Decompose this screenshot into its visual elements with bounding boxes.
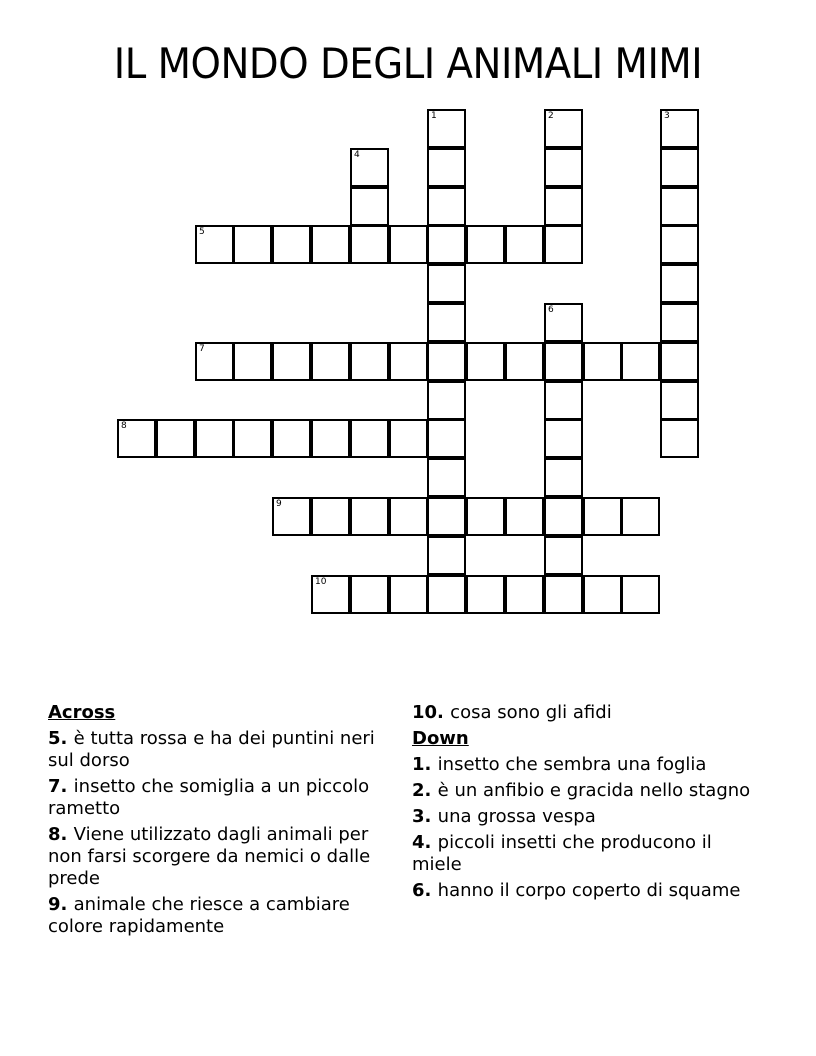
down-clue-3 (412, 806, 762, 828)
grid-cell[interactable] (195, 419, 234, 458)
grid-cell[interactable] (544, 148, 583, 187)
grid-cell[interactable] (660, 264, 699, 303)
grid-cell[interactable] (466, 342, 505, 381)
across-clue-10 (412, 702, 762, 724)
grid-cell[interactable] (311, 419, 350, 458)
grid-cell[interactable] (621, 575, 660, 614)
grid-cell[interactable] (660, 187, 699, 226)
clue-text: insetto che sembra una foglia (437, 754, 707, 775)
clue-number: 9. (48, 894, 68, 915)
grid-cell[interactable] (350, 342, 389, 381)
across-clue-9 (48, 894, 398, 938)
down-clue-6 (412, 880, 762, 902)
cell-number: 2 (548, 111, 554, 121)
clue-number: 3. (412, 806, 432, 827)
clue-text: Viene utilizzato dagli animali per non farsi scorgere da nemici o dalle prede (48, 824, 371, 889)
cell-number: 6 (548, 305, 554, 315)
grid-cell[interactable] (427, 264, 466, 303)
down-clue-1 (412, 754, 762, 776)
cell-number: 8 (121, 421, 127, 431)
grid-cell[interactable] (195, 225, 234, 264)
grid-cell[interactable] (350, 187, 389, 226)
grid-cell[interactable] (427, 109, 466, 148)
clue-number: 7. (48, 776, 68, 797)
grid-cell[interactable] (427, 148, 466, 187)
grid-cell[interactable] (311, 497, 350, 536)
grid-cell[interactable] (544, 458, 583, 497)
grid-cell[interactable] (350, 225, 389, 264)
grid-cell[interactable] (311, 342, 350, 381)
grid-cell[interactable] (544, 419, 583, 458)
grid-cell[interactable] (350, 148, 389, 187)
clue-text: cosa sono gli afidi (450, 702, 612, 723)
cell-number: 5 (199, 227, 205, 237)
grid-cell[interactable] (272, 342, 311, 381)
cell-number: 3 (664, 111, 670, 121)
down-clue-2 (412, 780, 762, 802)
grid-cell[interactable] (427, 497, 466, 536)
grid-cell[interactable] (156, 419, 195, 458)
grid-cell[interactable] (117, 419, 156, 458)
cell-number: 10 (315, 577, 327, 587)
clues-column-right (412, 702, 762, 906)
grid-cell[interactable] (544, 225, 583, 264)
grid-cell[interactable] (660, 303, 699, 342)
grid-cell[interactable] (660, 148, 699, 187)
clue-number: 8. (48, 824, 68, 845)
down-header: Down (412, 728, 469, 749)
grid-cell[interactable] (427, 187, 466, 226)
across-header: Across (48, 702, 116, 723)
grid-cell[interactable] (272, 225, 311, 264)
grid-cell[interactable] (311, 225, 350, 264)
clue-number: 10. (412, 702, 444, 723)
clue-text: una grossa vespa (437, 806, 596, 827)
clue-number: 1. (412, 754, 432, 775)
grid-cell[interactable] (660, 342, 699, 381)
grid-cell[interactable] (544, 109, 583, 148)
grid-cell[interactable] (466, 225, 505, 264)
clues-column-left (48, 702, 398, 942)
grid-cell[interactable] (427, 303, 466, 342)
grid-cell[interactable] (233, 342, 272, 381)
clue-text: animale che riesce a cambiare colore rapidamente (48, 894, 350, 937)
grid-cell[interactable] (621, 497, 660, 536)
clue-number: 4. (412, 832, 432, 853)
grid-cell[interactable] (583, 575, 622, 614)
clue-number: 6. (412, 880, 432, 901)
grid-cell[interactable] (505, 342, 544, 381)
grid-cell[interactable] (195, 342, 234, 381)
grid-cell[interactable] (466, 497, 505, 536)
grid-cell[interactable] (311, 575, 350, 614)
grid-cell[interactable] (389, 225, 428, 264)
grid-cell[interactable] (427, 342, 466, 381)
grid-cell[interactable] (272, 497, 311, 536)
clue-text: è un anfibio e gracida nello stagno (437, 780, 751, 801)
grid-cell[interactable] (427, 536, 466, 575)
clue-text: insetto che somiglia a un piccolo rametto (48, 776, 370, 819)
grid-cell[interactable] (660, 381, 699, 420)
grid-cell[interactable] (660, 109, 699, 148)
grid-cell[interactable] (505, 575, 544, 614)
grid-cell[interactable] (389, 419, 428, 458)
clue-number: 2. (412, 780, 432, 801)
grid-cell[interactable] (350, 497, 389, 536)
across-clue-7 (48, 776, 398, 820)
grid-cell[interactable] (660, 419, 699, 458)
clue-text: hanno il corpo coperto di squame (437, 880, 741, 901)
cell-number: 9 (276, 499, 282, 509)
grid-cell[interactable] (389, 575, 428, 614)
clue-text: è tutta rossa e ha dei puntini neri sul dorso (48, 728, 375, 771)
across-clue-8 (48, 824, 398, 890)
grid-cell[interactable] (272, 419, 311, 458)
cell-number: 7 (199, 344, 205, 354)
grid-cell[interactable] (544, 575, 583, 614)
grid-cell[interactable] (427, 381, 466, 420)
grid-cell[interactable] (544, 381, 583, 420)
cell-number: 4 (354, 150, 360, 160)
grid-cell[interactable] (233, 225, 272, 264)
clue-text: piccoli insetti che producono il miele (412, 832, 712, 875)
grid-cell[interactable] (583, 342, 622, 381)
grid-cell[interactable] (583, 497, 622, 536)
down-clue-4 (412, 832, 762, 876)
grid-cell[interactable] (505, 497, 544, 536)
puzzle-title: IL MONDO DEGLI ANIMALI MIMI (113, 39, 703, 88)
grid-cell[interactable] (427, 575, 466, 614)
across-clue-5 (48, 728, 398, 772)
grid-cell[interactable] (427, 225, 466, 264)
grid-cell[interactable] (621, 342, 660, 381)
cell-number: 1 (431, 111, 437, 121)
grid-cell[interactable] (350, 575, 389, 614)
grid-cell[interactable] (544, 536, 583, 575)
grid-cell[interactable] (389, 497, 428, 536)
grid-cell[interactable] (544, 303, 583, 342)
clue-number: 5. (48, 728, 68, 749)
grid-cell[interactable] (544, 497, 583, 536)
grid-cell[interactable] (389, 342, 428, 381)
grid-cell[interactable] (544, 187, 583, 226)
grid-cell[interactable] (350, 419, 389, 458)
grid-cell[interactable] (660, 225, 699, 264)
grid-cell[interactable] (233, 419, 272, 458)
grid-cell[interactable] (505, 225, 544, 264)
grid-cell[interactable] (427, 458, 466, 497)
grid-cell[interactable] (544, 342, 583, 381)
grid-cell[interactable] (427, 419, 466, 458)
grid-cell[interactable] (466, 575, 505, 614)
